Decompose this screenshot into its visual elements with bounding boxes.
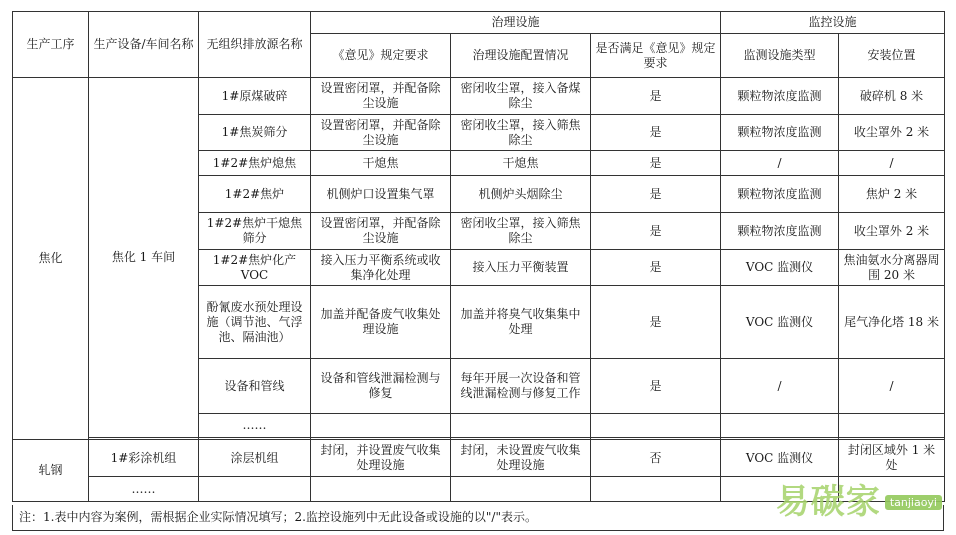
table-footnote: 注：1.表中内容为案例，需根据企业实际情况填写；2.监控设施列中无此设备或设施的以"/"表示。 xyxy=(12,505,944,531)
process-cell: 焦化 xyxy=(13,78,89,440)
header-requirement: 《意见》规定要求 xyxy=(311,34,451,78)
monitor-type-cell: VOC 监测仪 xyxy=(721,440,839,477)
satisfy-cell: 是 xyxy=(591,176,721,213)
requirement-cell: 设备和管线泄漏检测与修复 xyxy=(311,359,451,414)
config-cell: 密闭收尘罩，接入备煤除尘 xyxy=(451,78,591,115)
source-cell: 酚氰废水预处理设施（调节池、气浮池、隔油池） xyxy=(199,286,311,359)
header-config: 治理设施配置情况 xyxy=(451,34,591,78)
watermark-en: tanjiaoyi xyxy=(885,495,942,510)
table-row xyxy=(13,78,945,115)
location-cell: 破碎机 8 米 xyxy=(839,78,945,115)
satisfy-cell: 是 xyxy=(591,78,721,115)
requirement-cell: 接入压力平衡系统或收集净化处理 xyxy=(311,250,451,286)
watermark-logo xyxy=(776,474,942,523)
satisfy-cell: 是 xyxy=(591,115,721,151)
location-cell: 焦炉 2 米 xyxy=(839,176,945,213)
requirement-cell: 加盖并配备废气收集处理设施 xyxy=(311,286,451,359)
location-cell: 焦油氨水分离器周围 20 米 xyxy=(839,250,945,286)
requirement-cell: 设置密闭罩，并配备除尘设施 xyxy=(311,78,451,115)
monitor-type-cell: / xyxy=(721,359,839,414)
satisfy-cell: 是 xyxy=(591,286,721,359)
satisfy-cell: 是 xyxy=(591,359,721,414)
satisfy-cell: 是 xyxy=(591,213,721,250)
location-cell: 尾气净化塔 18 米 xyxy=(839,286,945,359)
ellipsis-cell: …… xyxy=(89,477,199,502)
config-cell: 干熄焦 xyxy=(451,151,591,176)
satisfy-cell: 是 xyxy=(591,151,721,176)
source-cell: 涂层机组 xyxy=(199,440,311,477)
location-cell: / xyxy=(839,151,945,176)
monitor-type-cell: / xyxy=(721,151,839,176)
config-cell: 封闭，未设置废气收集处理设施 xyxy=(451,440,591,477)
location-cell: / xyxy=(839,359,945,414)
header-equipment: 生产设备/车间名称 xyxy=(89,12,199,78)
source-cell: 1#2#焦炉干熄焦筛分 xyxy=(199,213,311,250)
header-monitor: 监控设施 xyxy=(721,12,945,34)
header-install-location: 安装位置 xyxy=(839,34,945,78)
source-cell: 1#2#焦炉化产VOC xyxy=(199,250,311,286)
header-governance: 治理设施 xyxy=(311,12,721,34)
monitor-type-cell: 颗粒物浓度监测 xyxy=(721,78,839,115)
config-cell: 加盖并将臭气收集集中处理 xyxy=(451,286,591,359)
requirement-cell: 封闭，并设置废气收集处理设施 xyxy=(311,440,451,477)
header-monitor-type: 监测设施类型 xyxy=(721,34,839,78)
source-cell: 1#原煤破碎 xyxy=(199,78,311,115)
config-cell: 密闭收尘罩，接入筛焦除尘 xyxy=(451,213,591,250)
ellipsis-cell: …… xyxy=(199,414,311,438)
source-cell: 1#焦炭筛分 xyxy=(199,115,311,151)
monitor-type-cell: 颗粒物浓度监测 xyxy=(721,213,839,250)
process-cell: 轧钢 xyxy=(13,440,89,502)
satisfy-cell: 是 xyxy=(591,250,721,286)
config-cell: 机侧炉头烟除尘 xyxy=(451,176,591,213)
header-process: 生产工序 xyxy=(13,12,89,78)
requirement-cell: 设置密闭罩，并配备除尘设施 xyxy=(311,115,451,151)
source-cell: 1#2#焦炉熄焦 xyxy=(199,151,311,176)
watermark-cn: 易碳家 xyxy=(775,482,881,522)
table-row xyxy=(13,440,945,477)
source-cell: 1#2#焦炉 xyxy=(199,176,311,213)
requirement-cell: 设置密闭罩，并配备除尘设施 xyxy=(311,213,451,250)
satisfy-cell: 否 xyxy=(591,440,721,477)
location-cell: 收尘罩外 2 米 xyxy=(839,115,945,151)
location-cell: 收尘罩外 2 米 xyxy=(839,213,945,250)
source-cell: 设备和管线 xyxy=(199,359,311,414)
header-source: 无组织排放源名称 xyxy=(199,12,311,78)
config-cell: 密闭收尘罩，接入筛焦除尘 xyxy=(451,115,591,151)
requirement-cell: 机侧炉口设置集气罩 xyxy=(311,176,451,213)
equipment-cell: 1#彩涂机组 xyxy=(89,440,199,477)
emission-table xyxy=(12,11,945,502)
config-cell: 每年开展一次设备和管线泄漏检测与修复工作 xyxy=(451,359,591,414)
monitor-type-cell: VOC 监测仪 xyxy=(721,286,839,359)
monitor-type-cell: 颗粒物浓度监测 xyxy=(721,115,839,151)
header-satisfy: 是否满足《意见》规定要求 xyxy=(591,34,721,78)
monitor-type-cell: VOC 监测仪 xyxy=(721,250,839,286)
location-cell: 封闭区域外 1 米处 xyxy=(839,440,945,477)
requirement-cell: 干熄焦 xyxy=(311,151,451,176)
monitor-type-cell: 颗粒物浓度监测 xyxy=(721,176,839,213)
config-cell: 接入压力平衡装置 xyxy=(451,250,591,286)
equipment-cell: 焦化 1 车间 xyxy=(89,78,199,438)
